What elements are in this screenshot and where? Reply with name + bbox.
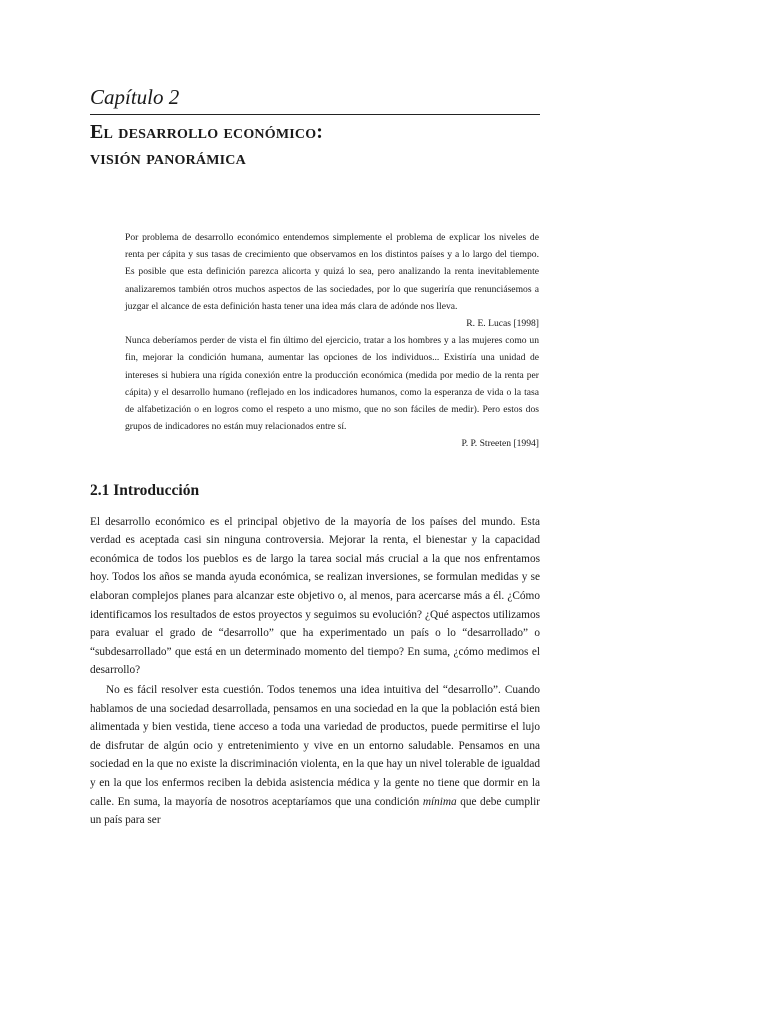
epigraph-author: R. E. Lucas [1998] [466, 318, 539, 330]
chapter-title-line-1: El desarrollo económico: [90, 121, 324, 143]
body-paragraph-2-emphasis: mínima [422, 795, 457, 808]
epigraph-text: Nunca deberíamos perder de vista el fin último del ejercicio, tratar a los hombres y a las mujeres como un fin, mejorar la condición humana, aumentar las opciones de los individuos... Existiría una unidad de intereses si hubiera una rígida conexión entre la producción económica (medida por medio de la renta per cápita) y el desarrollo humano (reflejado en los indicadores humanos, como la esperanza de vida o la tasa de alfabetización o en logros como el respeto a uno mismo, que no son fáciles de medir). Pero estos dos grupos de indicadores no están muy relacionados entre sí. [125, 335, 539, 433]
section-body [90, 513, 540, 830]
body-paragraph-2 [90, 681, 540, 830]
epigraph [125, 229, 539, 332]
epigraph-author: P. P. Streeten [1994] [461, 438, 539, 450]
body-paragraph-2-text: No es fácil resolver esta cuestión. Todos tenemos una idea intuitiva del “desarrollo”. Cuando hablamos de una sociedad desarrollada, pensamos en una sociedad en la que la población está bien alimentada y bien vestida, tiene acceso a toda una variedad de productos, puede permitirse el lujo de disfrutar de algún ocio y entretenimiento y vive en un entorno saludable. Pensamos en una sociedad en la que no existe la discriminación violenta, en la que hay un nivel tolerable de igualdad y en la que los enfermos reciben la debida asistencia médica y la gente no tiene que dormir en la calle. En suma, la mayoría de nosotros aceptaríamos que una condición [90, 683, 540, 808]
section-heading: 2.1 Introducción [90, 481, 200, 499]
epigraph [125, 332, 539, 452]
chapter-title [90, 119, 540, 171]
chapter-label: Capítulo 2 [90, 85, 180, 109]
book-page [90, 84, 540, 830]
body-paragraph-2-tail: que debe cumplir un país para ser [90, 795, 541, 827]
chapter-title-line-2: visión panorámica [90, 147, 246, 169]
epigraphs [125, 229, 539, 453]
epigraph-text: Por problema de desarrollo económico entendemos simplemente el problema de explicar los niveles de renta per cápita y sus tasas de crecimiento que observamos en los distintos países y a lo largo del tiempo. Es posible que esta definición parezca alicorta y quizá lo sea, pero analizando la renta inevitablemente analizaremos también otros muchos aspectos de las sociedades, por lo que sugeriría que renunciásemos a juzgar el alcance de esta definición hasta tener una idea más clara de adónde nos lleva. [125, 232, 539, 312]
body-paragraph-1: El desarrollo económico es el principal objetivo de la mayoría de los países del mundo. Esta verdad es aceptada casi sin ninguna controversia. Mejorar la renta, el bienestar y la capacidad económica de todos los pueblos es de largo la tarea social más crucial a la que nos enfrentamos hoy. Todos los años se manda ayuda económica, se realizan inversiones, se formulan medidas y se elaboran complejos planes para alcanzar este objetivo o, al menos, para acercarse más a él. ¿Cómo identificamos los resultados de estos proyectos y seguimos su evolución? ¿Qué aspectos utilizamos para evaluar el grado de “desarrollo” que ha experimentado un país o lo “desarrollado” o “subdesarrollado” que está en un determinado momento del tiempo? En suma, ¿cómo medimos el desarrollo? [90, 515, 540, 677]
chapter-rule [90, 114, 540, 115]
